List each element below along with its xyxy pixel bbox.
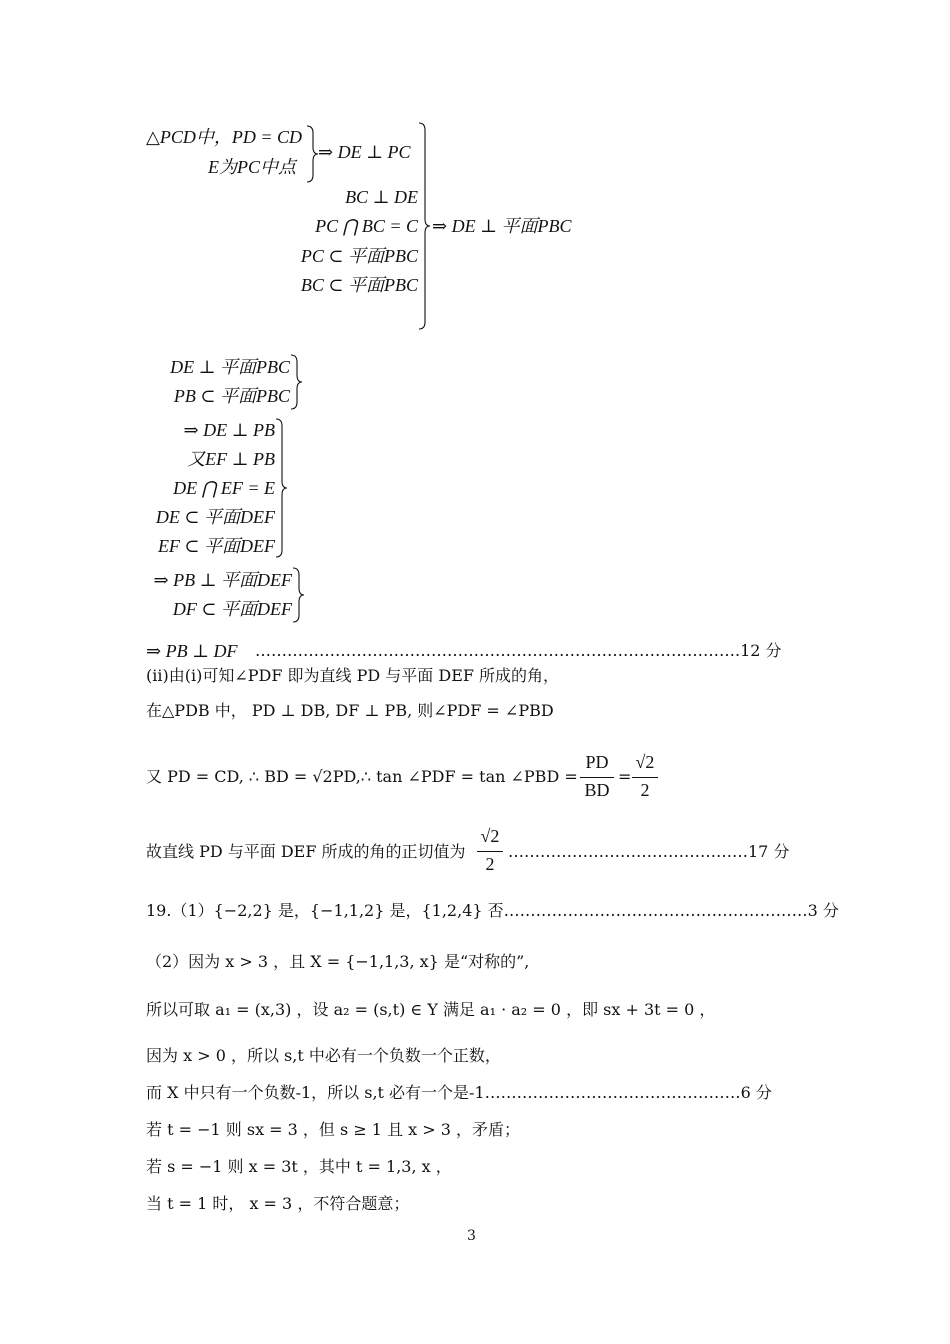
p2-line4: 故直线 PD 与平面 DEF 所成的角的正切值为: [146, 842, 466, 861]
b2-score-leader: ……………………………………………………………………………….12 分: [255, 641, 782, 660]
frac1-num: PD: [585, 752, 609, 772]
q19-line4: 因为 x > 0 ，所以 s,t 中必有一个负数一个正数，: [146, 1046, 501, 1065]
q19-line3: 所以可取 a₁ = (x,3) ，设 a₂ = (s,t) ∈ Y 满足 a₁ · a₂ = 0 ，即 sx + 3t = 0 ，: [146, 1000, 716, 1019]
frac3-bar: [477, 851, 503, 852]
b1-result1: ⇒ DE ⊥ PC: [318, 142, 411, 162]
frac3-num: √2: [480, 826, 500, 846]
q19-line7: 若 s = −1 则 x = 3t ，其中 t = 1,3, x ，: [146, 1157, 452, 1176]
b1-line4: PC ⋂ BC = C: [315, 216, 418, 236]
b2-line8: ⇒ PB ⊥ 平面DEF: [153, 570, 292, 590]
q19-line8: 当 t = 1 时， x = 3 ，不符合题意；: [146, 1194, 410, 1213]
frac2-num: √2: [635, 752, 655, 772]
b2-line1: DE ⊥ 平面PBC: [170, 357, 290, 377]
frac1-den: BD: [584, 780, 610, 800]
b1-line1: △PCD中，PD = CD: [146, 127, 302, 147]
b2-brace-3: [292, 567, 306, 623]
frac2-bar: [632, 777, 658, 778]
b2-brace-1: [290, 354, 304, 410]
page-number: 3: [467, 1228, 476, 1244]
p2-line1: (ii)由(i)可知∠PDF 即为直线 PD 与平面 DEF 所成的角，: [146, 666, 560, 685]
frac3-den: 2: [485, 854, 495, 874]
b1-line2: E为PC中点: [208, 157, 296, 177]
frac1-bar: [580, 777, 614, 778]
b2-line9: DF ⊂ 平面DEF: [172, 599, 292, 619]
b2-brace-2: [275, 418, 289, 558]
p2-score-leader: ………………………………………17 分: [508, 842, 790, 861]
b2-line6: DE ⊂ 平面DEF: [155, 507, 275, 527]
b2-conclusion: ⇒ PB ⊥ DF: [146, 641, 238, 661]
b2-line3: ⇒ DE ⊥ PB: [183, 420, 275, 440]
q19-line2: （2）因为 x > 3 ，且 X = {−1,1,3, x} 是“对称的”,: [146, 952, 530, 971]
p2-line3: 又 PD = CD, ∴ BD = √2PD,∴ tan ∠PDF = tan ∠PBD =: [146, 767, 578, 786]
b1-line6: BC ⊂ 平面PBC: [300, 275, 418, 295]
q19-line1: 19.（1）{−2,2} 是，{−1,1,2} 是，{1,2,4} 否…………………………………………………3 分: [146, 901, 839, 920]
b2-line2: PB ⊂ 平面PBC: [173, 386, 290, 406]
b2-line7: EF ⊂ 平面DEF: [157, 536, 275, 556]
q19-line6: 若 t = −1 则 sx = 3 ，但 s ≥ 1 且 x > 3 ，矛盾；: [146, 1120, 521, 1139]
frac2-den: 2: [640, 780, 650, 800]
b2-line5: DE ⋂ EF = E: [173, 478, 275, 498]
b1-line5: PC ⊂ 平面PBC: [300, 246, 418, 266]
q19-line5: 而 X 中只有一个负数-1，所以 s,t 必有一个是-1…………………………………………6 分: [146, 1083, 772, 1102]
p2-line2: 在△PDB 中， PD ⊥ DB, DF ⊥ PB, 则∠PDF = ∠PBD: [146, 701, 554, 720]
b1-result2: ⇒ DE ⊥ 平面PBC: [432, 216, 572, 236]
b2-line4: 又EF ⊥ PB: [187, 449, 275, 469]
b1-line3: BC ⊥ DE: [345, 187, 418, 207]
b1-brace-2: [418, 122, 432, 330]
p2-equals: =: [618, 767, 632, 786]
